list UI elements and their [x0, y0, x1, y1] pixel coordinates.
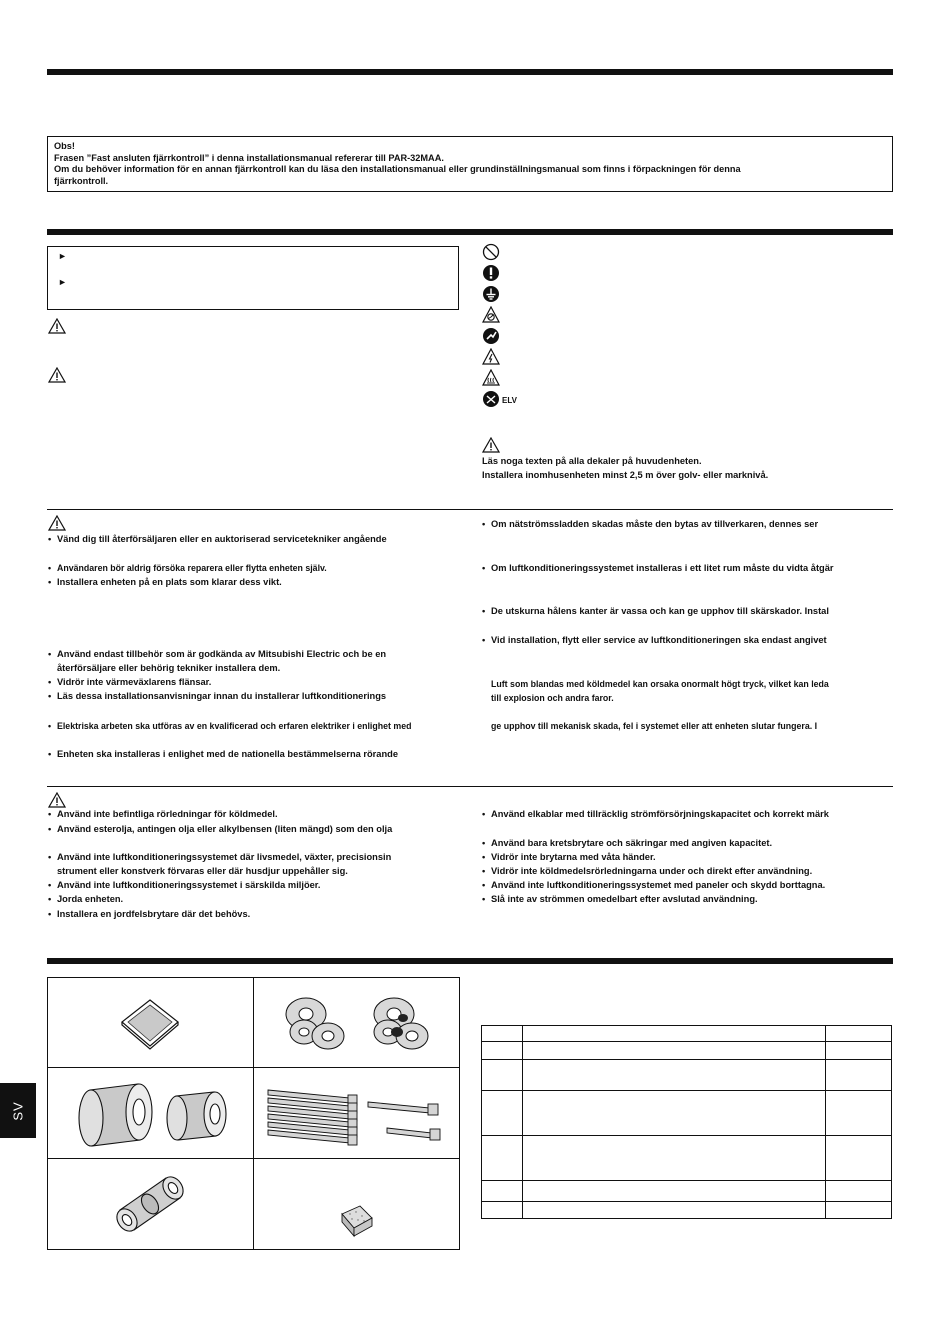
warning-section-rule [47, 509, 893, 510]
electric-shock-warning-icon [482, 348, 500, 366]
table-row [482, 1181, 892, 1202]
parts-section-rule [47, 958, 893, 964]
warning-triangle-icon [482, 437, 500, 453]
warning-item: • Vidrör inte värmeväxlarens flänsar. [47, 675, 469, 689]
warning-item: • Vid installation, flytt eller service av luftkonditioneringen ska endast angivet [481, 633, 903, 647]
pipe-joint-icon [108, 1170, 198, 1242]
table-cell [826, 1136, 892, 1181]
table-row [482, 1202, 892, 1219]
caution-item: • Använd bara kretsbrytare och säkringar med angiven kapacitet. [481, 836, 903, 850]
table-cell [523, 1026, 826, 1042]
grid-divider [253, 978, 254, 1249]
warning-item: • Om luftkonditioneringssystemet installeras i ett litet rum måste du vidta åtgär [481, 561, 903, 575]
prerequisite-box [47, 246, 459, 310]
table-cell [826, 1091, 892, 1136]
ground-icon [482, 285, 500, 303]
warning-item-continued: återförsäljare eller behörig tekniker installera dem. [57, 663, 281, 673]
elv-label: ELV [502, 396, 517, 405]
cable-ties-icon [262, 1080, 457, 1156]
warning-item: • Använd endast tillbehör som är godkända av Mitsubishi Electric och be en [47, 647, 469, 661]
caution-item: • Jorda enheten. [47, 892, 469, 906]
mandatory-instruction-icon [482, 264, 500, 282]
table-cell [523, 1136, 826, 1181]
washers-icon [276, 988, 446, 1060]
table-cell [482, 1042, 523, 1060]
grid-divider [48, 1158, 459, 1159]
caution-item: • Slå inte av strömmen omedelbart efter avslutad användning. [481, 892, 903, 906]
obs-line-1: Frasen ”Fast ansluten fjärrkontroll” i denna installationsmanual refererar till PAR-32MAA. [54, 152, 444, 163]
obs-note-box [47, 136, 893, 192]
table-cell [826, 1202, 892, 1219]
table-cell [523, 1042, 826, 1060]
prohibited-icon [482, 243, 500, 261]
rotating-fan-warning-icon [482, 306, 500, 324]
table-row [482, 1136, 892, 1181]
obs-line-2: Om du behöver information för en annan fjärrkontroll kan du läsa den installationsmanual eller grundinställningsmanual som finns i förpackningen för denna [54, 164, 741, 175]
table-cell [482, 1202, 523, 1219]
warning-item: • Vänd dig till återförsäljaren eller en auktoriserad servicetekniker angående [47, 532, 469, 546]
grid-divider [48, 1067, 459, 1068]
parts-illustration-grid [47, 977, 460, 1250]
parts-table [481, 1025, 892, 1219]
caution-item: • Vidrör inte brytarna med våta händer. [481, 850, 903, 864]
arrow-marker: ► [58, 251, 67, 261]
warning-triangle-icon [48, 318, 66, 334]
caution-item: • Installera en jordfelsbrytare där det behövs. [47, 907, 469, 921]
warning-item-continued: till explosion och andra faror. [491, 693, 614, 703]
warning-item: • De utskurna hålens kanter är vassa och kan ge upphov till skärskador. Instal [481, 604, 903, 618]
table-row [482, 1026, 892, 1042]
pad-icon [118, 996, 182, 1052]
table-cell [523, 1202, 826, 1219]
caution-item: • Använd inte befintliga rörledningar för köldmedel. [47, 807, 469, 821]
caution-item: • Använd elkablar med tillräcklig strömförsörjningskapacitet och korrekt märk [481, 807, 903, 821]
warning-item: • Enheten ska installeras i enlighet med de nationella bestämmelserna rörande [47, 747, 469, 761]
caution-item: • Använd inte luftkonditioneringssystemet i särskilda miljöer. [47, 878, 469, 892]
caution-item: • Vidrör inte köldmedelsrörledningarna under och direkt efter användning. [481, 864, 903, 878]
table-cell [826, 1026, 892, 1042]
language-tab-label: SV [10, 1100, 26, 1121]
table-cell [482, 1060, 523, 1091]
caution-triangle-icon [48, 367, 66, 383]
obs-heading: Obs! [54, 141, 75, 151]
warning-item: • Installera enheten på en plats som klarar dess vikt. [47, 575, 469, 589]
table-cell [482, 1181, 523, 1202]
hot-surface-warning-icon [482, 369, 500, 387]
caution-triangle-icon [48, 792, 66, 808]
table-row [482, 1091, 892, 1136]
caution-item-continued: strument eller konstverk förvaras eller där husdjur uppehåller sig. [57, 866, 348, 876]
caution-item: • Använd inte luftkonditioneringssystemet där livsmedel, växter, precisionsin [47, 850, 469, 864]
top-rule [47, 69, 893, 75]
table-cell [482, 1026, 523, 1042]
table-cell [523, 1091, 826, 1136]
disconnect-power-icon [482, 327, 500, 345]
caution-section-rule [47, 786, 893, 787]
arrow-marker: ► [58, 277, 67, 287]
table-cell [482, 1136, 523, 1181]
elv-safety-icon [482, 390, 500, 408]
table-cell [523, 1060, 826, 1091]
obs-line-3: fjärrkontroll. [54, 175, 109, 186]
decal-text-line-1: Läs noga texten på alla dekaler på huvudenheten. [482, 456, 702, 466]
table-cell [482, 1091, 523, 1136]
caution-item: • Använd esterolja, antingen olja eller alkylbensen (liten mängd) som den olja [47, 822, 469, 836]
warning-item-continued: Luft som blandas med köldmedel kan orsaka onormalt högt tryck, vilket kan leda [491, 679, 829, 689]
table-cell [826, 1042, 892, 1060]
filler-block-icon [338, 1200, 378, 1240]
language-tab [0, 1083, 36, 1138]
insulation-sleeves-icon [68, 1076, 248, 1152]
warning-item: • Användaren bör aldrig försöka reparera eller flytta enheten själv. [47, 561, 469, 575]
caution-item: • Använd inte luftkonditioneringssystemet med paneler och skydd borttagna. [481, 878, 903, 892]
warning-item: • Elektriska arbeten ska utföras av en kvalificerad och erfaren elektriker i enlighet med [47, 719, 469, 733]
table-cell [826, 1060, 892, 1091]
warning-item-continued: ge upphov till mekanisk skada, fel i systemet eller att enheten slutar fungera. I [491, 721, 818, 731]
table-cell [523, 1181, 826, 1202]
warning-item: • Läs dessa installationsanvisningar innan du installerar luftkonditionerings [47, 689, 469, 703]
warning-triangle-icon [48, 515, 66, 531]
safety-section-rule [47, 229, 893, 235]
warning-item: • Om nätströmssladden skadas måste den bytas av tillverkaren, dennes ser [481, 517, 903, 531]
table-cell [826, 1181, 892, 1202]
table-row [482, 1042, 892, 1060]
table-row [482, 1060, 892, 1091]
decal-text-line-2: Installera inomhusenheten minst 2,5 m över golv- eller marknivå. [482, 470, 769, 480]
